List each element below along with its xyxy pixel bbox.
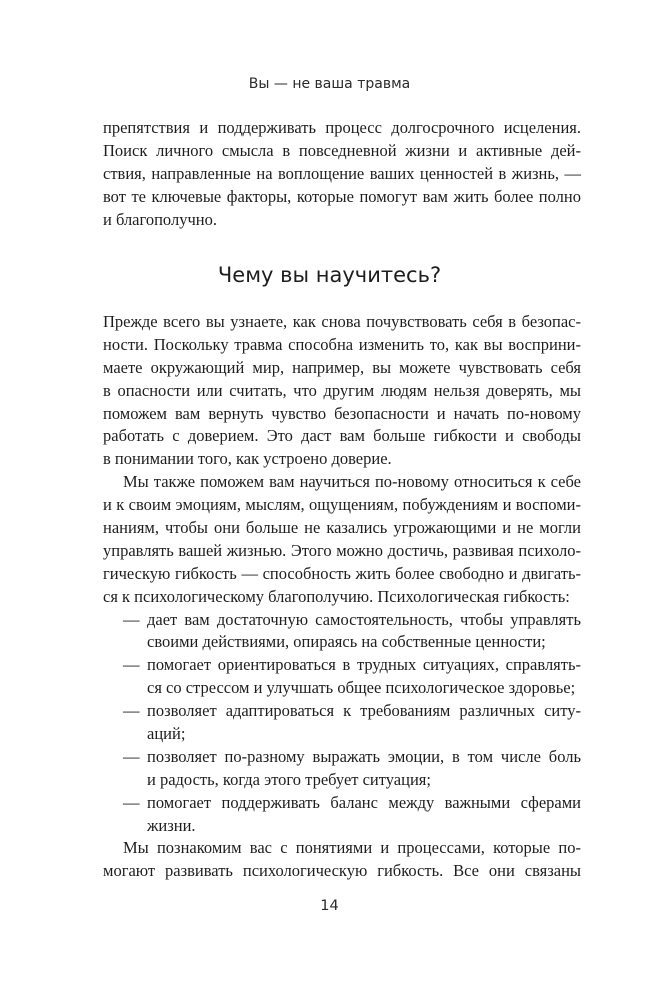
text-line: вот те ключевые факторы, которые помогут вам жить более полно bbox=[103, 186, 581, 206]
list-item-text: позволяет по-разному выражать эмоции, в том числе боль bbox=[147, 746, 581, 766]
text-line: и к своим эмоциям, мыслям, ощущениям, побуждениям и воспоми- bbox=[103, 495, 581, 515]
text-line: и благополучно. bbox=[103, 209, 217, 229]
list-item bbox=[103, 792, 581, 815]
text-line: Поиск личного смысла в повседневной жизни и активные дей- bbox=[103, 140, 581, 160]
list-dash: — bbox=[123, 701, 140, 721]
list-item bbox=[103, 609, 581, 632]
text-line: поможем вам вернуть чувство безопасности и начать по-новому bbox=[103, 403, 581, 423]
text-line: управлять вашей жизнью. Этого можно достичь, развивая психоло- bbox=[103, 540, 581, 560]
list-item-continuation: ся со стрессом и улучшать общее психологическое здоровье; bbox=[147, 678, 576, 698]
text-line: Мы познакомим вас с понятиями и процессами, которые по- bbox=[123, 838, 581, 858]
text-line: Мы также поможем вам научиться по-новому относиться к себе bbox=[123, 472, 581, 492]
list-item-continuation: и радость, когда этого требует ситуация; bbox=[147, 769, 431, 789]
list-dash: — bbox=[123, 792, 140, 812]
text-block-main bbox=[103, 311, 581, 883]
text-line: гическую гибкость — способность жить более свободно и двигать- bbox=[103, 563, 581, 583]
text-line: ствия, направленные на воплощение ваших ценностей в жизнь, — bbox=[103, 163, 581, 183]
text-line: препятствия и поддерживать процесс долгосрочного исцеления. bbox=[103, 118, 581, 137]
text-line: маете окружающий мир, например, вы можете чувствовать себя bbox=[103, 357, 581, 377]
list-item-text: дает вам достаточную самостоятельность, чтобы управлять bbox=[147, 609, 581, 629]
list-item bbox=[103, 746, 581, 769]
text-line: могают развивать психологическую гибкость. Все они связаны bbox=[103, 861, 581, 881]
text-line: ся к психологическому благополучию. Психологическая гибкость: bbox=[103, 586, 570, 606]
list-item-text: помогает поддерживать баланс между важными сферами bbox=[147, 792, 581, 812]
text-line: работать с доверием. Это даст вам больше гибкости и свободы bbox=[103, 426, 581, 446]
list-dash: — bbox=[123, 609, 140, 629]
section-heading: Чему вы научитесь? bbox=[217, 263, 442, 287]
text-line: в понимании того, как устроено доверие. bbox=[103, 449, 392, 469]
text-line: ности. Поскольку травма способна изменить то, как вы восприни- bbox=[103, 334, 581, 354]
text-line: Прежде всего вы узнаете, как снова почувствовать себя в безопас- bbox=[103, 312, 581, 331]
list-item-continuation: своими действиями, опираясь на собственные ценности; bbox=[147, 632, 546, 652]
list-item bbox=[103, 654, 581, 677]
list-item-text: помогает ориентироваться в трудных ситуациях, справлять- bbox=[147, 655, 581, 675]
running-head: Вы — не ваша травма bbox=[248, 76, 411, 92]
list-item-continuation: жизни. bbox=[147, 815, 196, 835]
page-number: 14 bbox=[320, 898, 339, 914]
list-item-continuation: аций; bbox=[147, 724, 186, 744]
list-dash: — bbox=[123, 655, 140, 675]
text-line: наниям, чтобы они больше не казались угрожающими и не могли bbox=[103, 518, 581, 538]
list-dash: — bbox=[123, 746, 140, 766]
text-block-intro bbox=[103, 117, 581, 231]
list-item bbox=[103, 700, 581, 723]
list-item-text: позволяет адаптироваться к требованиям различных ситу- bbox=[147, 701, 581, 721]
text-line: в опасности или считать, что другим людям нельзя доверять, мы bbox=[103, 380, 581, 400]
